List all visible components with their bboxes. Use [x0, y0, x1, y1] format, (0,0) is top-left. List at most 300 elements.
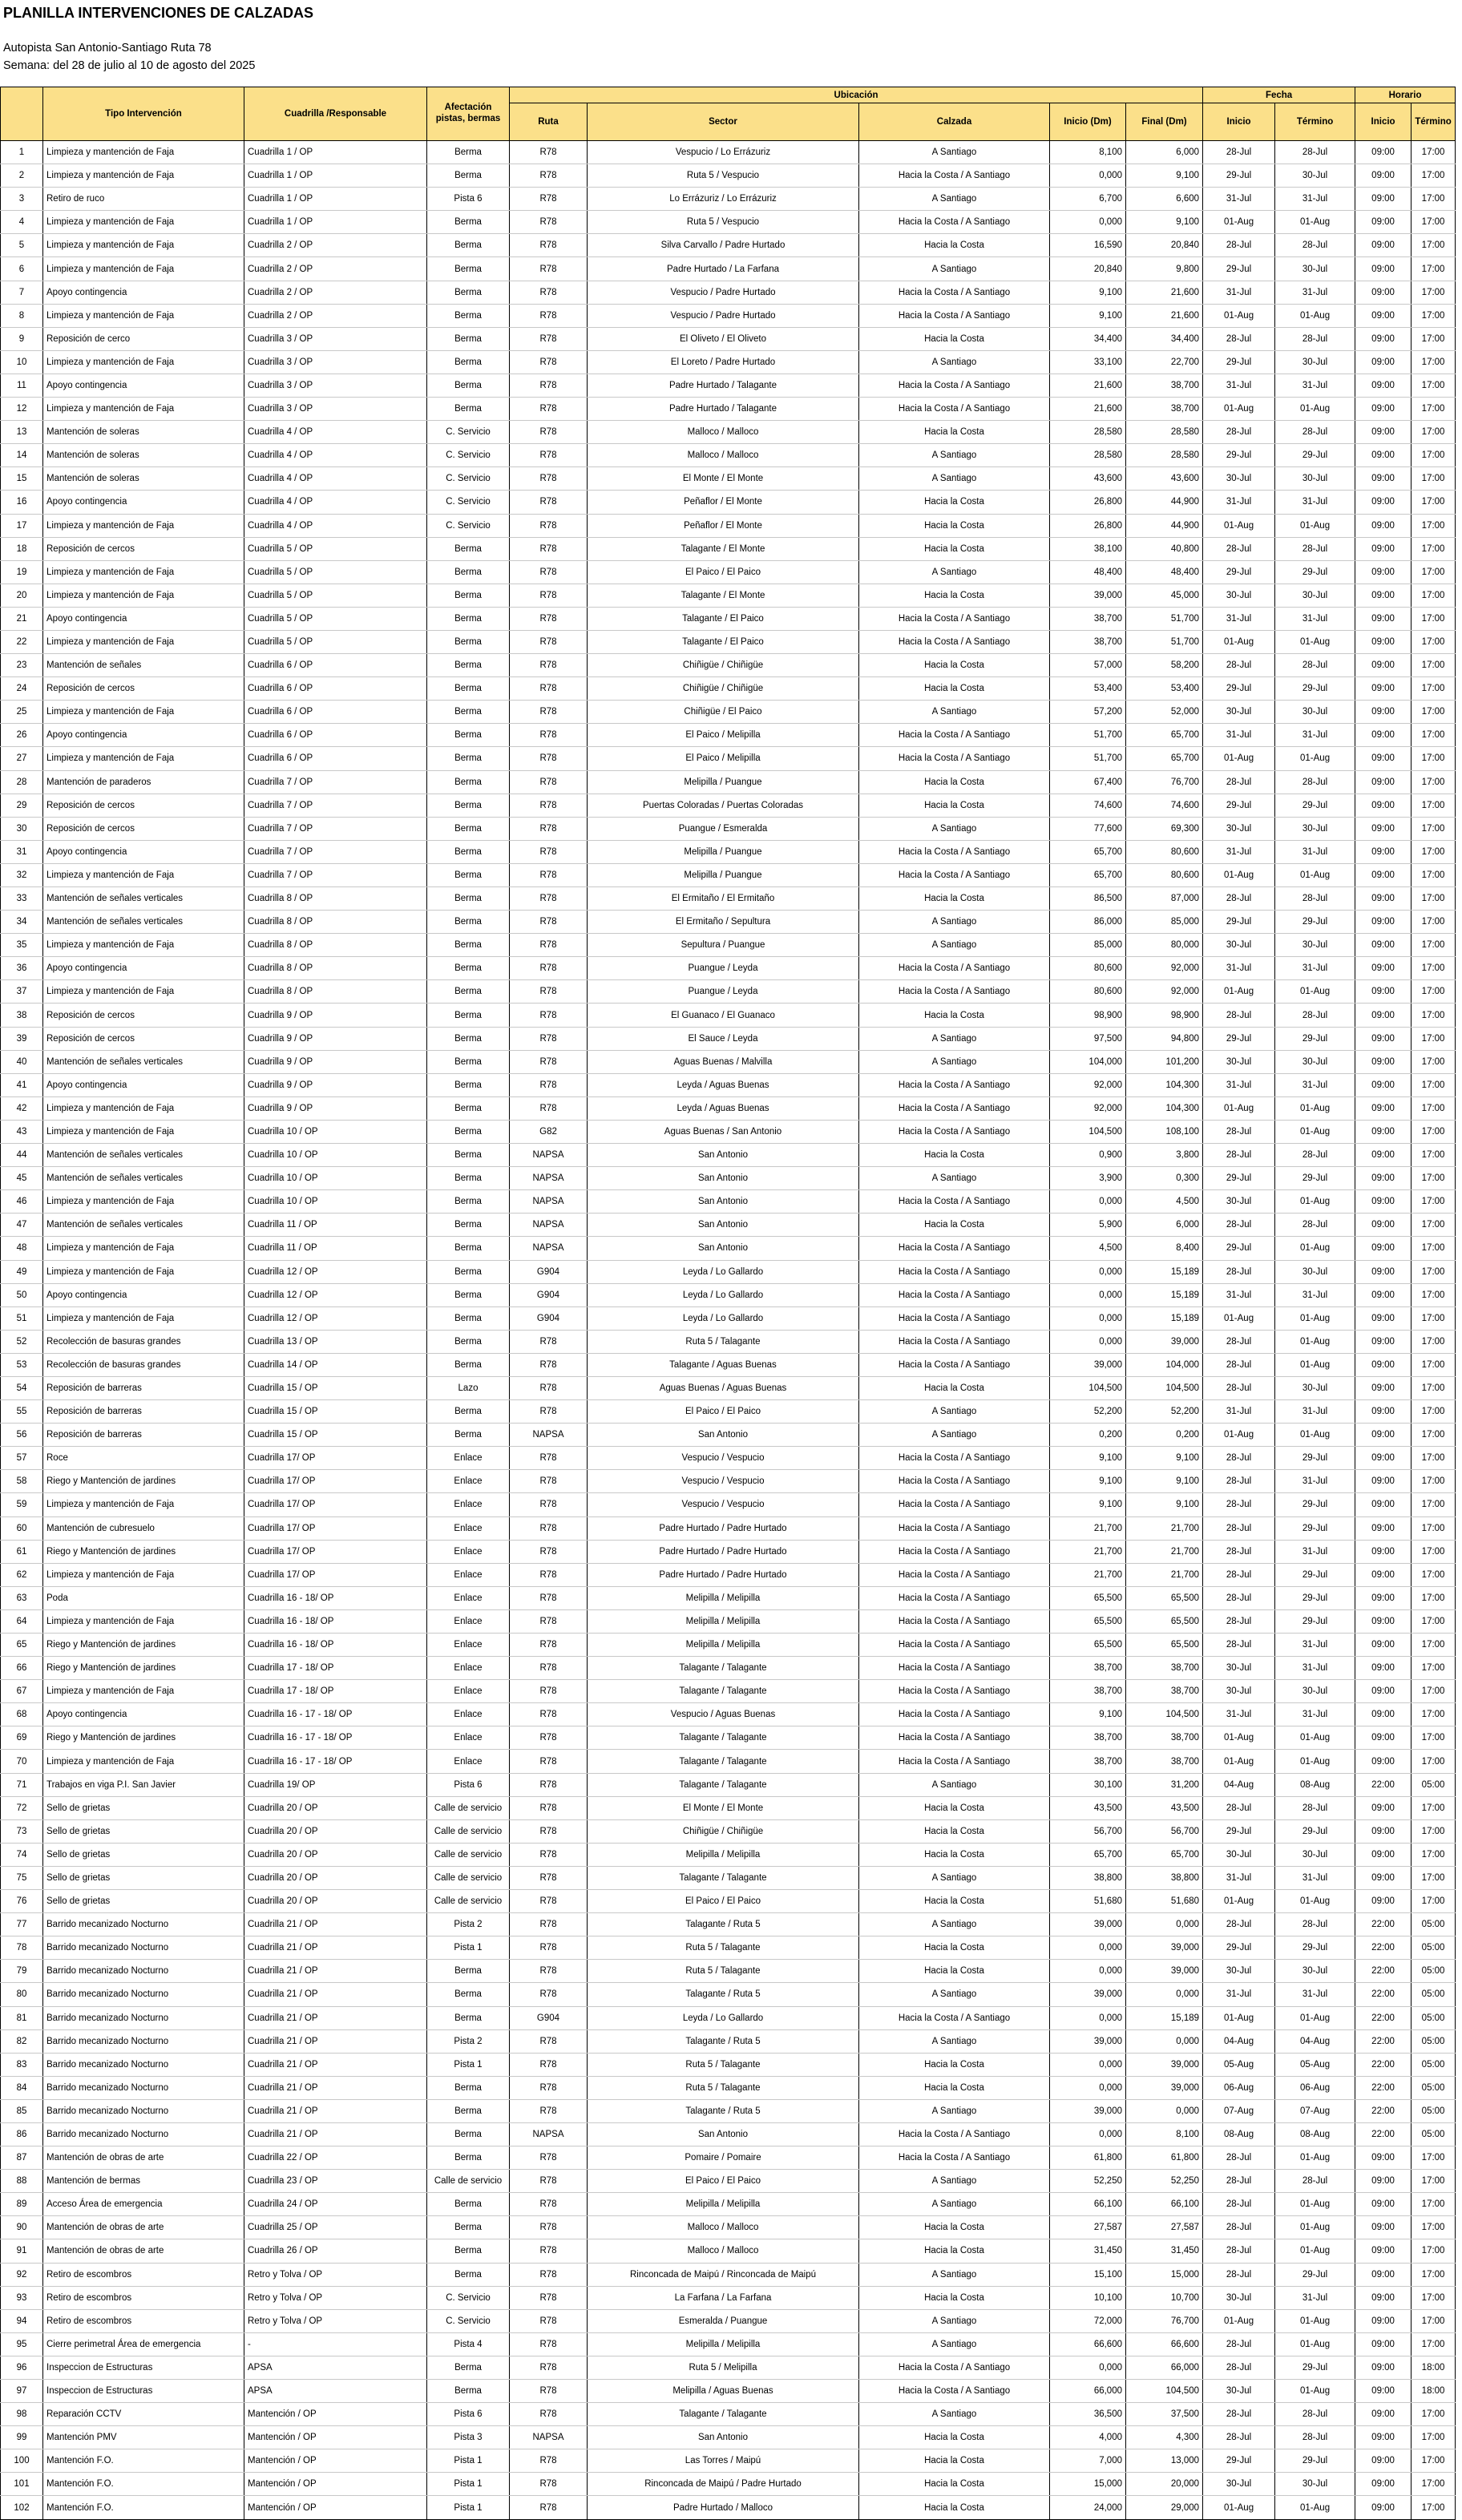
cell-inicio-dm: 5,900 — [1050, 1214, 1126, 1237]
cell-final-dm: 51,700 — [1126, 607, 1203, 630]
cell-hora-termino: 17:00 — [1412, 164, 1456, 188]
cell-afectacion: Berma — [427, 398, 510, 421]
cell-hora-inicio: 09:00 — [1355, 1540, 1412, 1563]
cell-calzada: Hacia la Costa — [859, 1936, 1050, 1960]
cell-ruta: R78 — [510, 1493, 588, 1516]
cell-num: 86 — [1, 2122, 43, 2146]
cell-calzada: A Santiago — [859, 2170, 1050, 2193]
cell-fecha-inicio: 31-Jul — [1203, 491, 1275, 514]
cell-inicio-dm: 38,700 — [1050, 630, 1126, 653]
cell-afectacion: C. Servicio — [427, 444, 510, 467]
table-row — [1, 747, 1456, 770]
table-row — [1, 560, 1456, 584]
cell-ruta: R78 — [510, 1540, 588, 1563]
cell-hora-inicio: 09:00 — [1355, 257, 1412, 281]
cell-fecha-inicio: 06-Aug — [1203, 2076, 1275, 2099]
cell-ruta: R78 — [510, 1796, 588, 1819]
cell-calzada: Hacia la Costa / A Santiago — [859, 398, 1050, 421]
cell-num: 62 — [1, 1563, 43, 1586]
cell-num: 12 — [1, 398, 43, 421]
header-fecha-inicio: Inicio — [1203, 103, 1275, 141]
cell-sector: Rinconcada de Maipú / Rinconcada de Maipú — [588, 2263, 859, 2286]
cell-calzada: Hacia la Costa — [859, 514, 1050, 537]
cell-fecha-termino: 31-Jul — [1275, 1073, 1355, 1096]
cell-inicio-dm: 16,590 — [1050, 234, 1126, 257]
cell-cuadrilla: Cuadrilla 15 / OP — [244, 1400, 427, 1424]
cell-cuadrilla: Cuadrilla 1 / OP — [244, 141, 427, 164]
cell-fecha-inicio: 29-Jul — [1203, 444, 1275, 467]
cell-fecha-termino: 31-Jul — [1275, 840, 1355, 863]
cell-inicio-dm: 43,600 — [1050, 467, 1126, 491]
cell-tipo: Cierre perimetral Área de emergencia — [43, 2332, 244, 2356]
cell-cuadrilla: Cuadrilla 23 / OP — [244, 2170, 427, 2193]
cell-fecha-termino: 29-Jul — [1275, 794, 1355, 817]
cell-afectacion: Berma — [427, 677, 510, 701]
cell-sector: Ruta 5 / Melipilla — [588, 2356, 859, 2379]
cell-hora-termino: 17:00 — [1412, 421, 1456, 444]
cell-sector: Leyda / Lo Gallardo — [588, 2006, 859, 2029]
cell-inicio-dm: 53,400 — [1050, 677, 1126, 701]
cell-tipo: Reposición de cercos — [43, 1004, 244, 1027]
cell-num: 28 — [1, 770, 43, 794]
cell-ruta: R78 — [510, 350, 588, 374]
cell-fecha-termino: 01-Aug — [1275, 1890, 1355, 1913]
cell-inicio-dm: 21,600 — [1050, 374, 1126, 397]
cell-ruta: R78 — [510, 2076, 588, 2099]
cell-fecha-inicio: 30-Jul — [1203, 2380, 1275, 2403]
cell-final-dm: 65,700 — [1126, 747, 1203, 770]
cell-final-dm: 52,200 — [1126, 1400, 1203, 1424]
cell-final-dm: 104,300 — [1126, 1096, 1203, 1120]
cell-final-dm: 31,200 — [1126, 1773, 1203, 1796]
cell-cuadrilla: Cuadrilla 17/ OP — [244, 1540, 427, 1563]
cell-hora-inicio: 09:00 — [1355, 934, 1412, 957]
table-row — [1, 1540, 1456, 1563]
cell-afectacion: Berma — [427, 817, 510, 840]
cell-hora-termino: 17:00 — [1412, 2216, 1456, 2239]
table-row — [1, 2076, 1456, 2099]
cell-afectacion: Berma — [427, 2006, 510, 2029]
cell-inicio-dm: 8,100 — [1050, 141, 1126, 164]
cell-afectacion: Enlace — [427, 1750, 510, 1773]
cell-fecha-termino: 29-Jul — [1275, 2449, 1355, 2473]
cell-calzada: Hacia la Costa — [859, 2216, 1050, 2239]
table-row — [1, 2263, 1456, 2286]
cell-tipo: Mantención de señales verticales — [43, 887, 244, 911]
cell-fecha-termino: 29-Jul — [1275, 1447, 1355, 1470]
table-row — [1, 2216, 1456, 2239]
cell-num: 31 — [1, 840, 43, 863]
cell-hora-termino: 17:00 — [1412, 2332, 1456, 2356]
cell-fecha-termino: 01-Aug — [1275, 980, 1355, 1004]
cell-hora-termino: 17:00 — [1412, 141, 1456, 164]
table-row — [1, 607, 1456, 630]
cell-num: 97 — [1, 2380, 43, 2403]
header-fecha-termino: Término — [1275, 103, 1355, 141]
cell-sector: Vespucio / Vespucio — [588, 1447, 859, 1470]
cell-hora-inicio: 09:00 — [1355, 1680, 1412, 1703]
cell-cuadrilla: Cuadrilla 16 - 18/ OP — [244, 1586, 427, 1609]
cell-afectacion: Calle de servicio — [427, 1843, 510, 1866]
cell-hora-termino: 05:00 — [1412, 1913, 1456, 1936]
cell-cuadrilla: Cuadrilla 20 / OP — [244, 1843, 427, 1866]
cell-calzada: Hacia la Costa / A Santiago — [859, 374, 1050, 397]
table-row — [1, 2473, 1456, 2496]
cell-sector: Padre Hurtado / Padre Hurtado — [588, 1540, 859, 1563]
table-row — [1, 1866, 1456, 1889]
cell-hora-inicio: 09:00 — [1355, 1120, 1412, 1143]
cell-ruta: R78 — [510, 1634, 588, 1657]
cell-fecha-termino: 30-Jul — [1275, 257, 1355, 281]
cell-fecha-termino: 29-Jul — [1275, 911, 1355, 934]
cell-fecha-termino: 07-Aug — [1275, 2099, 1355, 2122]
cell-calzada: Hacia la Costa / A Santiago — [859, 2380, 1050, 2403]
cell-calzada: Hacia la Costa — [859, 421, 1050, 444]
table-row — [1, 1400, 1456, 1424]
cell-fecha-inicio: 28-Jul — [1203, 141, 1275, 164]
table-row — [1, 1167, 1456, 1190]
cell-sector: Aguas Buenas / San Antonio — [588, 1120, 859, 1143]
cell-tipo: Barrido mecanizado Nocturno — [43, 2122, 244, 2146]
cell-inicio-dm: 39,000 — [1050, 2099, 1126, 2122]
cell-ruta: R78 — [510, 141, 588, 164]
cell-cuadrilla: Cuadrilla 21 / OP — [244, 1936, 427, 1960]
table-row — [1, 350, 1456, 374]
cell-hora-termino: 17:00 — [1412, 817, 1456, 840]
cell-fecha-inicio: 28-Jul — [1203, 1470, 1275, 1493]
cell-afectacion: Pista 1 — [427, 1936, 510, 1960]
cell-inicio-dm: 9,100 — [1050, 1447, 1126, 1470]
cell-inicio-dm: 9,100 — [1050, 1493, 1126, 1516]
cell-cuadrilla: Retro y Tolva / OP — [244, 2309, 427, 2332]
cell-hora-termino: 17:00 — [1412, 1680, 1456, 1703]
table-row — [1, 1983, 1456, 2006]
cell-tipo: Limpieza y mantención de Faja — [43, 211, 244, 234]
cell-ruta: R78 — [510, 817, 588, 840]
cell-afectacion: Pista 1 — [427, 2053, 510, 2076]
cell-calzada: Hacia la Costa — [859, 491, 1050, 514]
cell-final-dm: 0,300 — [1126, 1167, 1203, 1190]
cell-hora-inicio: 09:00 — [1355, 1073, 1412, 1096]
cell-inicio-dm: 97,500 — [1050, 1027, 1126, 1050]
table-row — [1, 1260, 1456, 1283]
cell-final-dm: 69,300 — [1126, 817, 1203, 840]
cell-fecha-inicio: 31-Jul — [1203, 1400, 1275, 1424]
cell-final-dm: 4,300 — [1126, 2426, 1203, 2449]
cell-num: 6 — [1, 257, 43, 281]
cell-tipo: Sello de grietas — [43, 1819, 244, 1843]
table-row — [1, 863, 1456, 886]
cell-hora-inicio: 09:00 — [1355, 1516, 1412, 1540]
cell-sector: Talagante / Ruta 5 — [588, 2029, 859, 2053]
cell-fecha-termino: 01-Aug — [1275, 1120, 1355, 1143]
cell-inicio-dm: 85,000 — [1050, 934, 1126, 957]
cell-hora-inicio: 22:00 — [1355, 2053, 1412, 2076]
cell-hora-inicio: 09:00 — [1355, 2263, 1412, 2286]
cell-final-dm: 45,000 — [1126, 584, 1203, 607]
cell-num: 51 — [1, 1306, 43, 1330]
cell-sector: Lo Errázuriz / Lo Errázuriz — [588, 188, 859, 211]
cell-fecha-inicio: 28-Jul — [1203, 2263, 1275, 2286]
cell-ruta: R78 — [510, 398, 588, 421]
cell-hora-inicio: 09:00 — [1355, 188, 1412, 211]
cell-tipo: Riego y Mantención de jardines — [43, 1657, 244, 1680]
document-title: PLANILLA INTERVENCIONES DE CALZADAS — [3, 5, 314, 21]
cell-calzada: Hacia la Costa — [859, 2473, 1050, 2496]
cell-inicio-dm: 9,100 — [1050, 1703, 1126, 1726]
cell-num: 16 — [1, 491, 43, 514]
cell-num: 55 — [1, 1400, 43, 1424]
cell-sector: Vespucio / Aguas Buenas — [588, 1703, 859, 1726]
cell-hora-termino: 05:00 — [1412, 2076, 1456, 2099]
cell-cuadrilla: APSA — [244, 2356, 427, 2379]
cell-hora-inicio: 09:00 — [1355, 1376, 1412, 1399]
cell-final-dm: 13,000 — [1126, 2449, 1203, 2473]
cell-num: 43 — [1, 1120, 43, 1143]
cell-hora-termino: 17:00 — [1412, 2309, 1456, 2332]
cell-num: 91 — [1, 2239, 43, 2263]
cell-final-dm: 104,000 — [1126, 1353, 1203, 1376]
cell-afectacion: Berma — [427, 211, 510, 234]
cell-calzada: Hacia la Costa / A Santiago — [859, 1190, 1050, 1214]
cell-tipo: Apoyo contingencia — [43, 1283, 244, 1306]
cell-ruta: R78 — [510, 1866, 588, 1889]
cell-cuadrilla: Cuadrilla 5 / OP — [244, 584, 427, 607]
cell-fecha-inicio: 31-Jul — [1203, 957, 1275, 980]
cell-hora-termino: 17:00 — [1412, 1283, 1456, 1306]
cell-ruta: NAPSA — [510, 1424, 588, 1447]
cell-hora-inicio: 09:00 — [1355, 444, 1412, 467]
cell-final-dm: 94,800 — [1126, 1027, 1203, 1050]
cell-hora-inicio: 09:00 — [1355, 1866, 1412, 1889]
cell-ruta: R78 — [510, 2356, 588, 2379]
cell-fecha-inicio: 29-Jul — [1203, 1936, 1275, 1960]
cell-sector: Talagante / Talagante — [588, 1773, 859, 1796]
cell-hora-inicio: 09:00 — [1355, 2496, 1412, 2519]
cell-num: 1 — [1, 141, 43, 164]
cell-cuadrilla: Cuadrilla 5 / OP — [244, 537, 427, 560]
cell-ruta: NAPSA — [510, 1190, 588, 1214]
cell-hora-termino: 17:00 — [1412, 1657, 1456, 1680]
cell-fecha-termino: 28-Jul — [1275, 1004, 1355, 1027]
cell-fecha-termino: 08-Aug — [1275, 2122, 1355, 2146]
cell-sector: Las Torres / Maipú — [588, 2449, 859, 2473]
cell-inicio-dm: 65,700 — [1050, 1843, 1126, 1866]
cell-hora-termino: 17:00 — [1412, 980, 1456, 1004]
cell-fecha-inicio: 01-Aug — [1203, 514, 1275, 537]
cell-hora-termino: 17:00 — [1412, 2403, 1456, 2426]
cell-tipo: Reposición de cerco — [43, 327, 244, 350]
cell-calzada: Hacia la Costa / A Santiago — [859, 607, 1050, 630]
cell-sector: Talagante / Ruta 5 — [588, 1913, 859, 1936]
cell-final-dm: 92,000 — [1126, 957, 1203, 980]
cell-ruta: R78 — [510, 980, 588, 1004]
cell-hora-termino: 17:00 — [1412, 350, 1456, 374]
cell-fecha-inicio: 29-Jul — [1203, 794, 1275, 817]
cell-fecha-inicio: 28-Jul — [1203, 1796, 1275, 1819]
cell-inicio-dm: 38,700 — [1050, 1750, 1126, 1773]
cell-cuadrilla: Cuadrilla 4 / OP — [244, 421, 427, 444]
cell-ruta: R78 — [510, 1330, 588, 1353]
cell-afectacion: Berma — [427, 2239, 510, 2263]
cell-hora-termino: 17:00 — [1412, 701, 1456, 724]
table-row — [1, 934, 1456, 957]
cell-final-dm: 27,587 — [1126, 2216, 1203, 2239]
cell-fecha-inicio: 28-Jul — [1203, 2146, 1275, 2170]
cell-afectacion: Berma — [427, 1027, 510, 1050]
cell-cuadrilla: Cuadrilla 10 / OP — [244, 1120, 427, 1143]
table-row — [1, 2122, 1456, 2146]
cell-tipo: Sello de grietas — [43, 1890, 244, 1913]
cell-num: 102 — [1, 2496, 43, 2519]
cell-fecha-inicio: 28-Jul — [1203, 2426, 1275, 2449]
cell-ruta: R78 — [510, 2473, 588, 2496]
cell-final-dm: 104,300 — [1126, 1073, 1203, 1096]
cell-inicio-dm: 0,000 — [1050, 2006, 1126, 2029]
cell-cuadrilla: Cuadrilla 20 / OP — [244, 1796, 427, 1819]
cell-tipo: Limpieza y mantención de Faja — [43, 1190, 244, 1214]
cell-ruta: R78 — [510, 1400, 588, 1424]
cell-hora-inicio: 09:00 — [1355, 2380, 1412, 2403]
cell-inicio-dm: 0,000 — [1050, 2076, 1126, 2099]
table-row — [1, 1214, 1456, 1237]
cell-hora-inicio: 09:00 — [1355, 141, 1412, 164]
cell-ruta: R78 — [510, 2029, 588, 2053]
cell-final-dm: 65,700 — [1126, 724, 1203, 747]
cell-tipo: Apoyo contingencia — [43, 957, 244, 980]
cell-sector: Puangue / Esmeralda — [588, 817, 859, 840]
cell-final-dm: 66,000 — [1126, 2356, 1203, 2379]
cell-tipo: Limpieza y mantención de Faja — [43, 1750, 244, 1773]
cell-ruta: R78 — [510, 1773, 588, 1796]
cell-num: 96 — [1, 2356, 43, 2379]
table-row — [1, 1027, 1456, 1050]
table-row — [1, 1913, 1456, 1936]
header-hora-inicio: Inicio — [1355, 103, 1412, 141]
cell-fecha-inicio: 28-Jul — [1203, 234, 1275, 257]
cell-num: 89 — [1, 2193, 43, 2216]
table-row — [1, 1353, 1456, 1376]
cell-inicio-dm: 56,700 — [1050, 1819, 1126, 1843]
cell-sector: Padre Hurtado / Padre Hurtado — [588, 1516, 859, 1540]
cell-fecha-termino: 29-Jul — [1275, 1493, 1355, 1516]
cell-cuadrilla: Cuadrilla 6 / OP — [244, 677, 427, 701]
cell-num: 40 — [1, 1050, 43, 1073]
cell-ruta: R78 — [510, 701, 588, 724]
cell-ruta: R78 — [510, 2193, 588, 2216]
cell-cuadrilla: Mantención / OP — [244, 2496, 427, 2519]
cell-afectacion: Enlace — [427, 1516, 510, 1540]
cell-tipo: Retiro de ruco — [43, 188, 244, 211]
cell-calzada: Hacia la Costa / A Santiago — [859, 2006, 1050, 2029]
cell-final-dm: 8,100 — [1126, 2122, 1203, 2146]
cell-final-dm: 9,100 — [1126, 1447, 1203, 1470]
cell-tipo: Reparación CCTV — [43, 2403, 244, 2426]
cell-inicio-dm: 65,500 — [1050, 1609, 1126, 1633]
cell-cuadrilla: Cuadrilla 6 / OP — [244, 724, 427, 747]
cell-fecha-termino: 01-Aug — [1275, 630, 1355, 653]
header-group-fecha: Fecha — [1203, 87, 1355, 103]
cell-num: 3 — [1, 188, 43, 211]
cell-final-dm: 76,700 — [1126, 2309, 1203, 2332]
cell-calzada: A Santiago — [859, 141, 1050, 164]
cell-hora-inicio: 09:00 — [1355, 164, 1412, 188]
cell-num: 22 — [1, 630, 43, 653]
cell-calzada: A Santiago — [859, 2332, 1050, 2356]
cell-calzada: A Santiago — [859, 934, 1050, 957]
cell-hora-inicio: 09:00 — [1355, 2449, 1412, 2473]
cell-ruta: R78 — [510, 677, 588, 701]
cell-calzada: Hacia la Costa / A Santiago — [859, 1586, 1050, 1609]
cell-inicio-dm: 26,800 — [1050, 491, 1126, 514]
cell-fecha-termino: 28-Jul — [1275, 2426, 1355, 2449]
table-row — [1, 1890, 1456, 1913]
cell-ruta: NAPSA — [510, 1144, 588, 1167]
cell-sector: Melipilla / Melipilla — [588, 2193, 859, 2216]
table-row — [1, 887, 1456, 911]
table-row — [1, 141, 1456, 164]
cell-tipo: Poda — [43, 1586, 244, 1609]
cell-fecha-inicio: 28-Jul — [1203, 1447, 1275, 1470]
cell-final-dm: 21,700 — [1126, 1563, 1203, 1586]
cell-inicio-dm: 15,100 — [1050, 2263, 1126, 2286]
cell-inicio-dm: 38,800 — [1050, 1866, 1126, 1889]
cell-final-dm: 52,250 — [1126, 2170, 1203, 2193]
cell-afectacion: Berma — [427, 1424, 510, 1447]
cell-sector: Peñaflor / El Monte — [588, 514, 859, 537]
cell-fecha-inicio: 28-Jul — [1203, 1634, 1275, 1657]
cell-final-dm: 15,000 — [1126, 2263, 1203, 2286]
cell-fecha-termino: 28-Jul — [1275, 141, 1355, 164]
cell-fecha-termino: 01-Aug — [1275, 2239, 1355, 2263]
cell-afectacion: Calle de servicio — [427, 1819, 510, 1843]
table-row — [1, 1563, 1456, 1586]
cell-inicio-dm: 39,000 — [1050, 2029, 1126, 2053]
cell-cuadrilla: Cuadrilla 3 / OP — [244, 327, 427, 350]
cell-cuadrilla: Mantención / OP — [244, 2473, 427, 2496]
cell-fecha-inicio: 28-Jul — [1203, 327, 1275, 350]
cell-hora-inicio: 22:00 — [1355, 1773, 1412, 1796]
cell-cuadrilla: Cuadrilla 3 / OP — [244, 398, 427, 421]
cell-fecha-inicio: 04-Aug — [1203, 2029, 1275, 2053]
cell-hora-termino: 05:00 — [1412, 2122, 1456, 2146]
cell-tipo: Recolección de basuras grandes — [43, 1330, 244, 1353]
cell-hora-termino: 17:00 — [1412, 1050, 1456, 1073]
cell-inicio-dm: 104,000 — [1050, 1050, 1126, 1073]
cell-final-dm: 51,700 — [1126, 630, 1203, 653]
cell-afectacion: Berma — [427, 2146, 510, 2170]
cell-sector: El Paico / Melipilla — [588, 747, 859, 770]
cell-fecha-inicio: 30-Jul — [1203, 1680, 1275, 1703]
cell-hora-termino: 17:00 — [1412, 374, 1456, 397]
cell-num: 49 — [1, 1260, 43, 1283]
cell-ruta: R78 — [510, 2380, 588, 2403]
cell-sector: Vespucio / Padre Hurtado — [588, 281, 859, 304]
cell-hora-termino: 17:00 — [1412, 747, 1456, 770]
cell-final-dm: 39,000 — [1126, 1936, 1203, 1960]
cell-sector: El Oliveto / El Oliveto — [588, 327, 859, 350]
cell-inicio-dm: 9,100 — [1050, 304, 1126, 327]
cell-tipo: Riego y Mantención de jardines — [43, 1634, 244, 1657]
cell-afectacion: C. Servicio — [427, 467, 510, 491]
cell-hora-termino: 17:00 — [1412, 863, 1456, 886]
cell-calzada: A Santiago — [859, 2193, 1050, 2216]
cell-cuadrilla: Cuadrilla 13 / OP — [244, 1330, 427, 1353]
cell-final-dm: 92,000 — [1126, 980, 1203, 1004]
cell-hora-inicio: 09:00 — [1355, 2286, 1412, 2309]
cell-hora-inicio: 09:00 — [1355, 467, 1412, 491]
cell-num: 63 — [1, 1586, 43, 1609]
